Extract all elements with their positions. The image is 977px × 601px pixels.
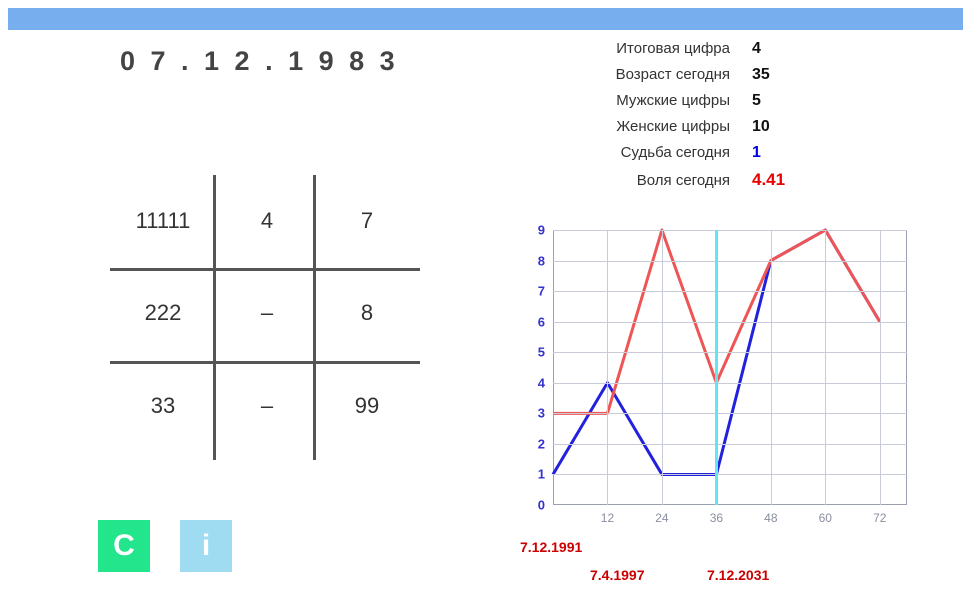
annotation-date-1: 7.12.1991 [520, 539, 583, 555]
chart-series-layer [553, 230, 907, 505]
info-label-age: Возраст сегодня [615, 66, 730, 83]
chart-gridline-h [553, 230, 907, 231]
chart-xtick-label: 72 [873, 511, 887, 525]
chart-cursor-line[interactable] [715, 230, 718, 505]
summary-table [560, 40, 850, 196]
chart-gridline-v [662, 230, 663, 505]
chart-gridline-h [553, 474, 907, 475]
chart-xtick-label: 36 [709, 511, 724, 525]
square-cell-1-1: – [260, 300, 274, 325]
chart-gridline-h [553, 413, 907, 414]
table-row [560, 118, 850, 144]
chart-ytick-label: 1 [537, 466, 545, 482]
square-cell-2-2: 99 [354, 393, 380, 418]
info-label-male-digits: Мужские цифры [616, 92, 730, 109]
info-value-will-today: 4.41 [752, 170, 786, 189]
chart-ytick-label: 4 [537, 375, 545, 391]
biorhythm-chart [505, 222, 925, 525]
chart-gridline-h [553, 291, 907, 292]
info-value-male-digits: 5 [752, 92, 761, 109]
table-row [560, 40, 850, 66]
chart-ytick-label: 0 [537, 497, 545, 513]
square-cell-0-0: 11111 [135, 208, 191, 233]
square-cell-1-2: 8 [360, 300, 374, 325]
square-cell-2-1: – [260, 393, 274, 418]
chart-ytick-label: 8 [537, 253, 545, 269]
chart-gridline-v [825, 230, 826, 505]
c-icon[interactable]: C [98, 520, 150, 572]
chart-gridline-h [553, 383, 907, 384]
chart-xtick-label: 12 [600, 511, 615, 525]
annotation-date-3: 7.12.2031 [707, 567, 770, 583]
birth-date-display: 0 7 . 1 2 . 1 9 8 3 [120, 46, 399, 76]
annotation-date-2: 7.4.1997 [590, 567, 645, 583]
chart-gridline-v [607, 230, 608, 505]
info-label-final-digit: Итоговая цифра [616, 40, 730, 57]
chart-gridline-h [553, 444, 907, 445]
square-cell-1-0: 222 [144, 300, 182, 325]
table-row [560, 92, 850, 118]
table-row [560, 144, 850, 170]
title-bar [8, 8, 963, 30]
info-value-age: 35 [752, 66, 770, 83]
chart-ytick-label: 3 [537, 405, 545, 421]
square-cell-0-2: 7 [360, 208, 374, 233]
i-icon[interactable]: i [180, 520, 232, 572]
square-cell-0-1: 4 [260, 208, 274, 233]
square-hline-2 [110, 361, 420, 364]
chart-gridline-v [771, 230, 772, 505]
table-row [560, 170, 850, 196]
chart-gridline-h [553, 322, 907, 323]
info-value-final-digit: 4 [752, 40, 761, 57]
pythagorean-square [105, 175, 425, 460]
chart-ytick-label: 7 [537, 283, 545, 299]
chart-plot-area [537, 222, 907, 525]
chart-ytick-label: 9 [537, 222, 545, 238]
chart-ytick-label: 2 [537, 436, 545, 452]
table-row [560, 66, 850, 92]
square-cell-2-0: 33 [150, 393, 176, 418]
chart-xtick-label: 48 [764, 511, 778, 525]
square-hline-1 [110, 268, 420, 271]
chart-ytick-label: 5 [537, 344, 545, 360]
chart-gridline-v [880, 230, 881, 505]
chart-xtick-label: 24 [655, 511, 669, 525]
chart-gridline-h [553, 261, 907, 262]
chart-gridline-h [553, 352, 907, 353]
info-value-female-digits: 10 [752, 118, 770, 135]
square-vline-1 [213, 175, 216, 460]
chart-ytick-label: 6 [537, 314, 545, 330]
info-label-female-digits: Женские цифры [616, 118, 730, 135]
info-value-fate-today: 1 [752, 144, 761, 161]
chart-xtick-label: 60 [818, 511, 832, 525]
info-label-fate-today: Судьба сегодня [620, 144, 730, 161]
info-label-will-today: Воля сегодня [636, 172, 730, 189]
